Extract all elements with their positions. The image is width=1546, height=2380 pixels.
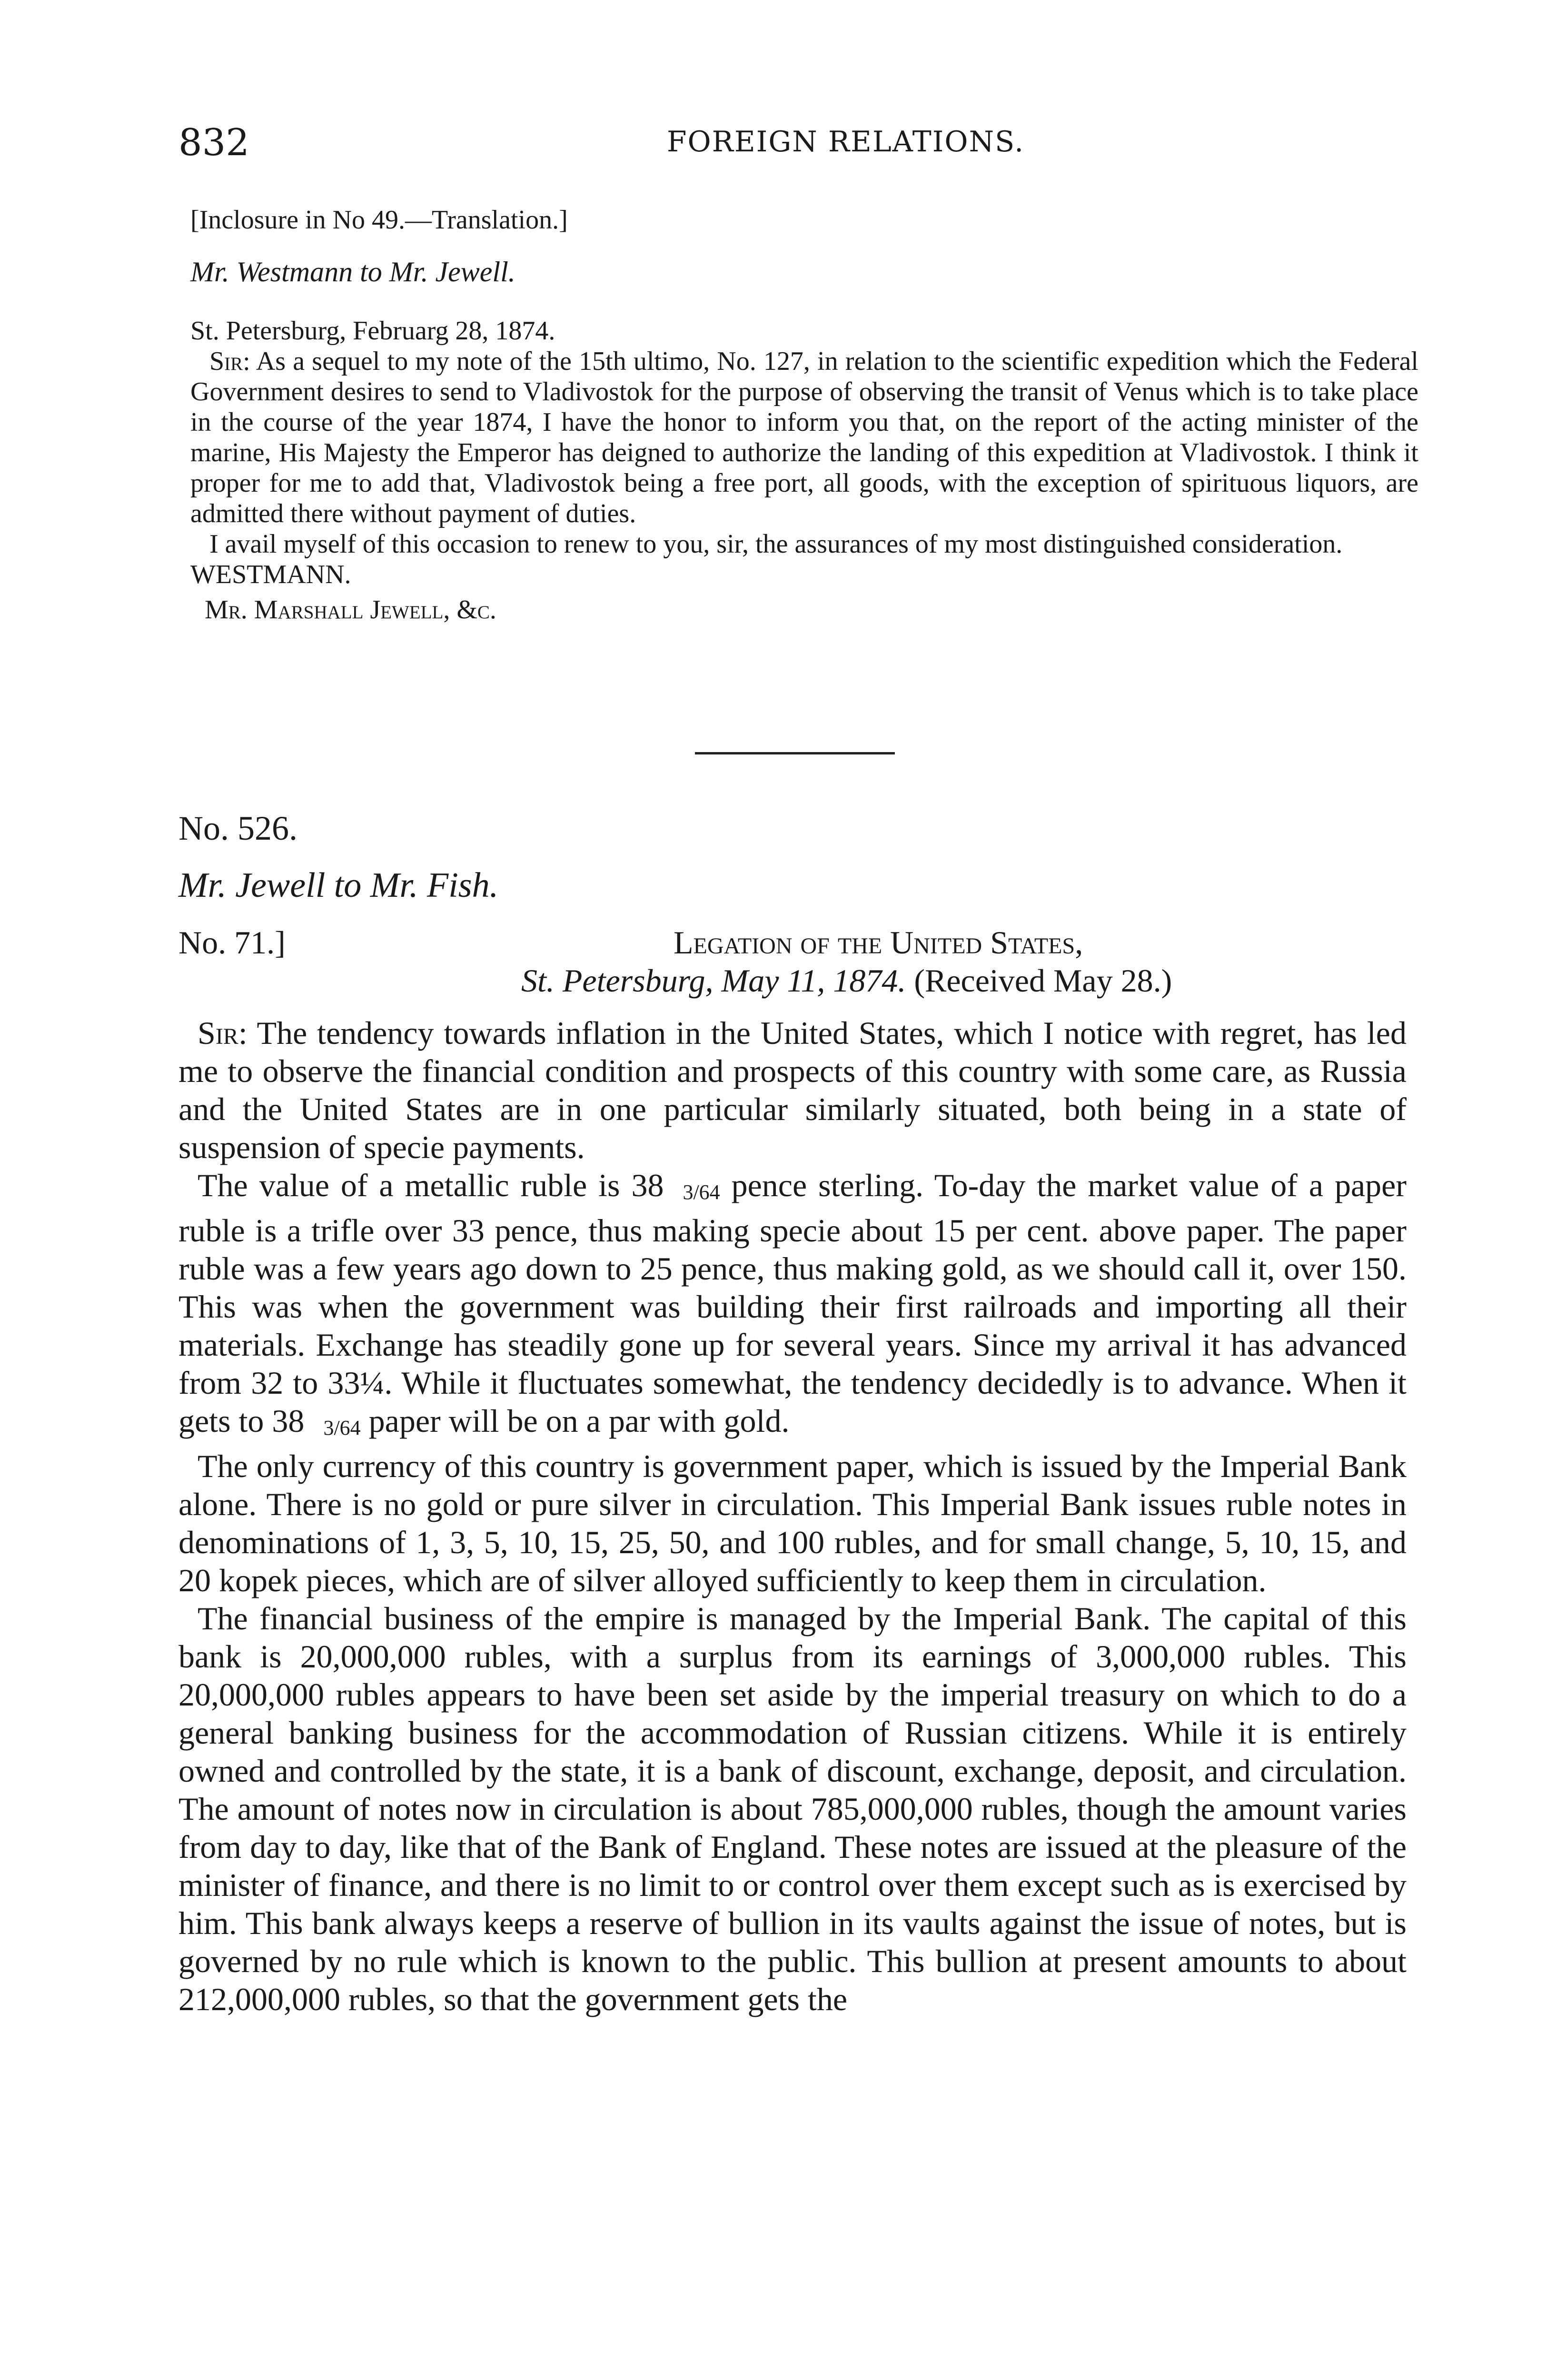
- document-dateline: [178, 923, 1407, 1009]
- enclosure-addressee: Mr. Marshall Jewell, &c.: [205, 595, 496, 625]
- document-title: Mr. Jewell to Mr. Fish.: [178, 866, 499, 905]
- place-date-line: [521, 962, 1172, 1000]
- body-paragraph-3: The only currency of this country is government paper, which is issued by the Imperial Bank alone. There is no gold or pure silver in circulation. This Imperial Bank issues ruble notes in denominations of 1, 3, 5, 10, 15, 25, 50, and 100 rubles, and for small change, 5, 10, 15, and 20 kopek pieces, which are of silver alloyed sufficiently to keep them in circulation.: [178, 1448, 1407, 1598]
- body-paragraph-1: [178, 1014, 1407, 1166]
- enclosure-title: Mr. Westmann to Mr. Jewell.: [190, 256, 515, 288]
- body-paragraph-2: [178, 1166, 1407, 1447]
- body-paragraph-4: The financial business of the empire is managed by the Imperial Bank. The capital of this bank is 20,000,000 rubles, with a surplus from its earnings of 3,000,000 rubles. This 20,000,000 rubles appears to have been set aside by the imperial treasury on which to do a general banking business for the accommodation of Russian citizens. While it is entirely owned and controlled by the state, it is a bank of discount, exchange, deposit, and circulation. The amount of notes now in circulation is about 785,000,000 rubles, though the amount varies from day to day, like that of the Bank of England. These notes are issued at the pleasure of the minister of finance, and there is no limit to or control over them except such as is exercised by him. This bank always keeps a reserve of bullion in its vaults against the issue of notes, but is governed by no rule which is known to the public. This bullion at present amounts to about 212,000,000 rubles, so that the government gets the: [178, 1600, 1407, 2017]
- section-divider: [695, 752, 895, 754]
- fraction-1: 3/64: [683, 1180, 720, 1204]
- enclosure-signature: WESTMANN.: [190, 560, 351, 589]
- enclosure-paragraph-1: [190, 346, 1418, 529]
- enclosure-dateline: St. Petersburg, Februarg 28, 1874.: [190, 316, 555, 346]
- body-paragraph-1-text: The tendency towards inflation in the United States, which I notice with regret, has led me to observe the financial condition and prospects of this country with some care, as Russia and the United States are in one particular similarly situated, both being in a state of suspension of specie payments.: [178, 1015, 1407, 1165]
- document-number: No. 526.: [178, 809, 297, 847]
- enclosure-salutation: Sir:: [209, 347, 250, 376]
- running-header: [178, 121, 1379, 164]
- despatch-number: No. 71.]: [178, 924, 286, 961]
- body-paragraph-2-part-b: pence sterling. To-day the market value of a paper ruble is a trifle over 33 pence, thus making specie about 15 per cent. above paper. The paper ruble was a few years ago down to 25 pence, thus making gold, as we should call it, over 150. This was when the government was building their first railroads and importing all their materials. Exchange has steadily gone up for several years. Since my arrival it has advanced from 32 to 33¼. While it fluctuates somewhat, the tendency decidedly is to advance. When it gets to 38: [178, 1167, 1407, 1439]
- received-date: (Received May 28.): [914, 962, 1172, 999]
- document-salutation: Sir:: [198, 1015, 248, 1051]
- running-title: FOREIGN RELATIONS.: [666, 125, 1025, 159]
- page-number: 832: [178, 121, 249, 164]
- enclosure-caption: [Inclosure in No 49.—Translation.]: [190, 205, 568, 235]
- enclosure-paragraph-1-text: As a sequel to my note of the 15th ultimo, No. 127, in relation to the scientific expedition which the Federal Government desires to send to Vladivostok for the purpose of observing the transit of Venus which is to take place in the course of the year 1874, I have the honor to inform you that, on the report of the acting minister of the marine, His Majesty the Emperor has deigned to authorize the landing of this expedition at Vladivostok. I think it proper for me to add that, Vladivostok being a free port, all goods, with the exception of spirituous liquors, are admitted there without payment of duties.: [190, 347, 1418, 528]
- enclosure-paragraph-2: I avail myself of this occasion to renew to you, sir, the assurances of my most distinguished consideration.: [209, 529, 1343, 559]
- legation-line: Legation of the United States,: [674, 924, 1083, 961]
- body-paragraph-2-part-a: The value of a metallic ruble is 38: [198, 1167, 664, 1203]
- place-date: St. Petersburg, May 11, 1874.: [521, 962, 906, 999]
- body-paragraph-2-part-c: paper will be on a par with gold.: [360, 1403, 790, 1439]
- main-document: [178, 809, 1407, 2018]
- fraction-2: 3/64: [323, 1416, 361, 1439]
- enclosure-section: [190, 205, 1418, 625]
